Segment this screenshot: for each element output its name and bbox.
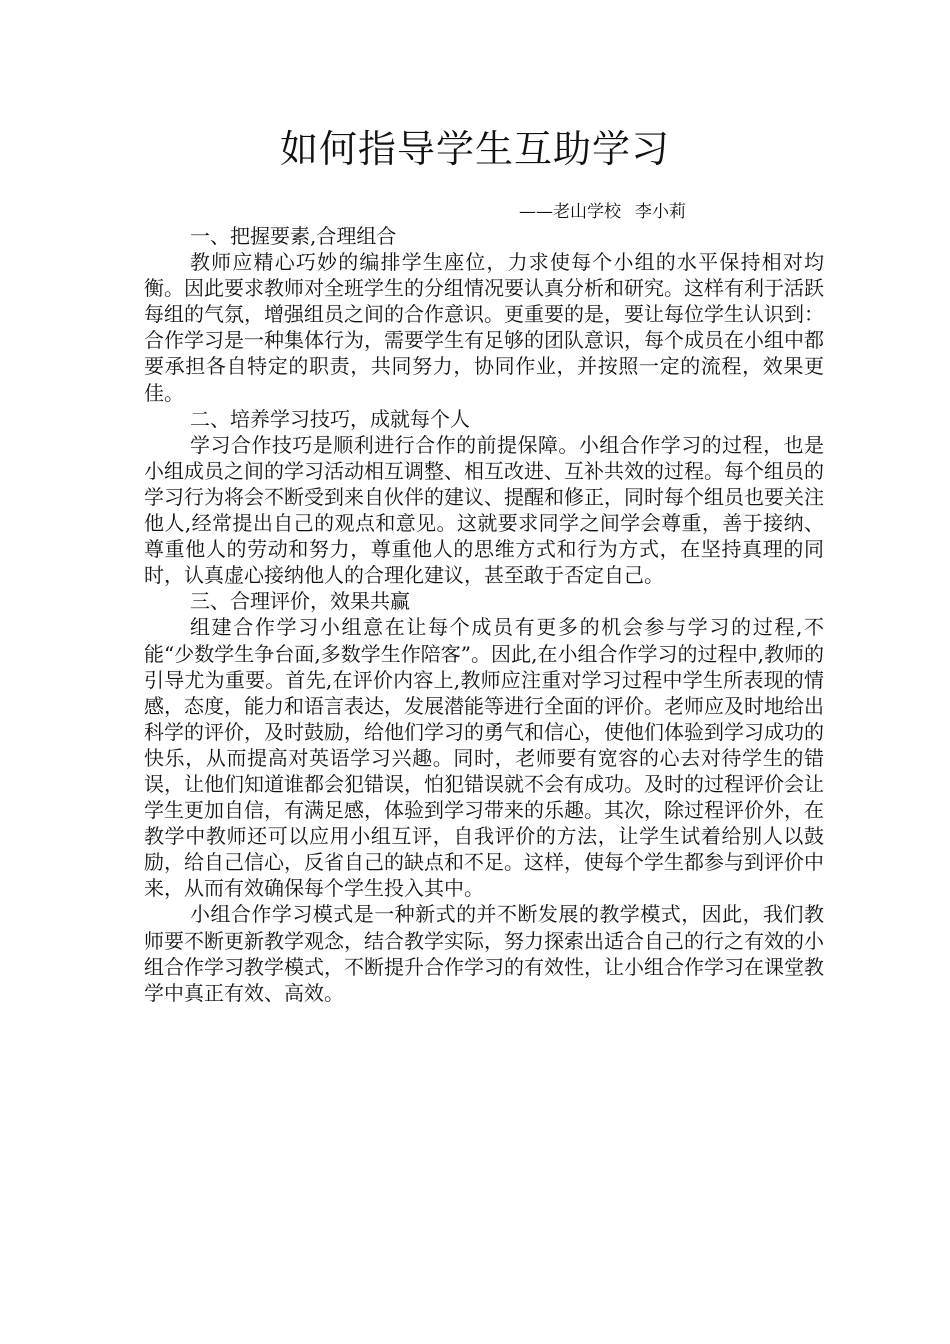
section-paragraph-2: 学习合作技巧是顺利进行合作的前提保障。小组合作学习的过程，也是小组成员之间的学习活动相互调整、相互改进、互补共效的过程。每个组员的学习行为将会不断受到来自伙伴的建议、提醒和修正，同时每个组员也要关注他人,经常提出自己的观点和意见。这就要求同学之间学会尊重，善于接纳、尊重他人的劳动和努力，尊重他人的思维方式和行为方式，在坚持真理的同时，认真虚心接纳他人的合理化建议，甚至敢于否定自己。: [144, 432, 824, 588]
section-paragraph-1: 教师应精心巧妙的编排学生座位，力求使每个小组的水平保持相对均衡。因此要求教师对全班学生的分组情况要认真分析和研究。这样有利于活跃每组的气氛，增强组员之间的合作意识。更重要的是，要让每位学生认识到：合作学习是一种集体行为，需要学生有足够的团队意识，每个成员在小组中都要承担各自特定的职责，共同努力，协同作业，并按照一定的流程，效果更佳。: [144, 250, 824, 405]
document-body: [144, 223, 824, 1006]
author-school: ——老山学校: [519, 202, 621, 222]
author-line: [519, 201, 686, 223]
conclusion-paragraph: 小组合作学习模式是一种新式的并不断发展的教学模式，因此，我们教师要不断更新教学观念，结合教学实际，努力探索出适合自己的行之有效的小组合作学习教学模式，不断提升合作学习的有效性，让小组合作学习在课堂教学中真正有效、高效。: [144, 902, 824, 1005]
section-heading-3: 三、合理评价，效果共赢: [190, 589, 410, 614]
section-paragraph-3: 组建合作学习小组意在让每个成员有更多的机会参与学习的过程,不能“少数学生争台面,多数学生作陪客”。因此,在小组合作学习的过程中,教师的引导尤为重要。首先,在评价内容上,教师应注重对学习过程中学生所表现的情感，态度，能力和语言表达，发展潜能等进行全面的评价。老师应及时地给出科学的评价，及时鼓励，给他们学习的勇气和信心，使他们体验到学习成功的快乐，从而提高对英语学习兴趣。同时，老师要有宽容的心去对待学生的错误，让他们知道谁都会犯错误，怕犯错误就不会有成功。及时的过程评价会让学生更加自信，有满足感，体验到学习带来的乐趣。其次，除过程评价外，在教学中教师还可以应用小组互评，自我评价的方法，让学生试着给别人以鼓励，给自己信心，反省自己的缺点和不足。这样，使每个学生都参与到评价中来，从而有效确保每个学生投入其中。: [144, 615, 824, 901]
section-heading-2: 二、培养学习技巧，成就每个人: [190, 406, 470, 431]
document-title: 如何指导学生互助学习: [279, 127, 670, 171]
author-name: 李小莉: [635, 202, 686, 222]
section-heading-1: 一、把握要素,合理组合: [190, 224, 397, 248]
